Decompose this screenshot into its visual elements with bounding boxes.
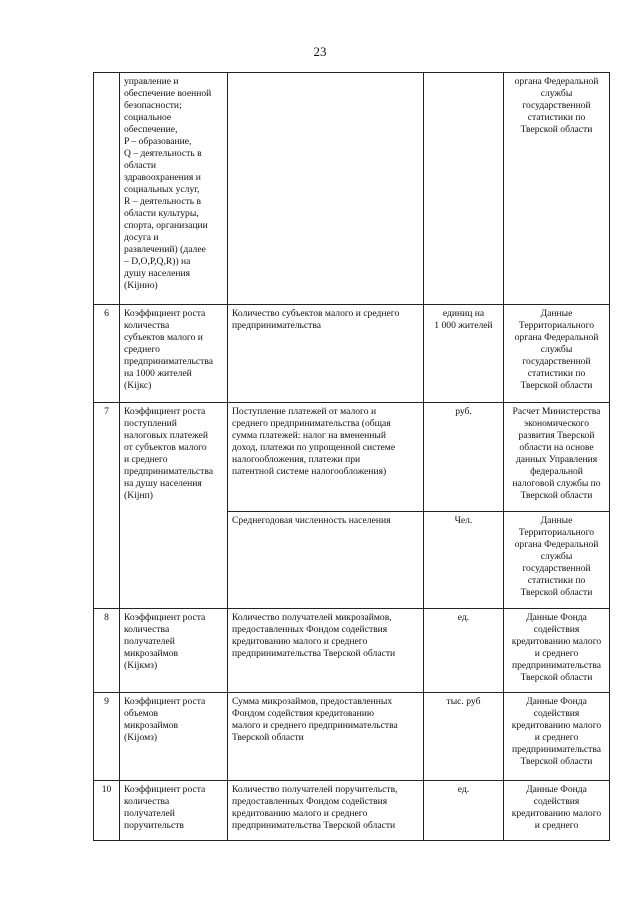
data-source-cell: Данные Территориального органа Федеральной службы государственной статистики по Тверской области <box>504 305 610 403</box>
coefficient-name-cell: Коэффициент роста поступлений налоговых платежей от субъектов малого и среднего предпринимательства на душу населения (Kijнп) <box>120 403 228 609</box>
indicator-cell: Количество получателей микрозаймов, предоставленных Фондом содействия кредитованию малого и среднего предпринимательства Тверской области <box>228 609 424 693</box>
indicator-cell: Поступление платежей от малого и среднего предпринимательства (общая сумма платежей: налог на вмененный доход, платежи по упрощенной системе налогообложения, платежи при патентной системе налогообложения) <box>228 403 424 512</box>
data-source-cell: Данные Фонда содействия кредитованию малого и среднего <box>504 781 610 841</box>
row-number-cell: 10 <box>94 781 120 841</box>
coefficient-name-cell: Коэффициент роста количества получателей микрозаймов (Kijкмз) <box>120 609 228 693</box>
indicator-cell: Сумма микрозаймов, предоставленных Фондом содействия кредитованию малого и среднего предпринимательства Тверской области <box>228 693 424 781</box>
table-row <box>94 305 610 403</box>
coefficient-name-cell: Коэффициент роста количества получателей поручительств <box>120 781 228 841</box>
unit-cell: руб. <box>424 403 504 512</box>
coefficient-name-cell: управление и обеспечение военной безопасности; социальное обеспечение, P – образование, Q – деятельность в области здравоохранения и социальных услуг, R – деятельность в области культуры, спорта, организации досуга и развлечений) (далее – D,O,P,Q,R)) на душу населения (Kijнно) <box>120 73 228 305</box>
coefficients-table <box>93 72 610 841</box>
row-number-cell: 6 <box>94 305 120 403</box>
row-number-cell: 9 <box>94 693 120 781</box>
unit-cell: Чел. <box>424 512 504 609</box>
row-number-cell: 7 <box>94 403 120 609</box>
unit-cell: единиц на 1 000 жителей <box>424 305 504 403</box>
data-source-cell: Расчет Министерства экономического развития Тверской области на основе данных Управления федеральной налоговой службы по Тверской области <box>504 403 610 512</box>
data-source-cell: органа Федеральной службы государственной статистики по Тверской области <box>504 73 610 305</box>
data-source-cell: Данные Фонда содействия кредитованию малого и среднего предпринимательства Тверской области <box>504 609 610 693</box>
page-number: 23 <box>313 44 327 59</box>
data-source-cell: Данные Фонда содействия кредитованию малого и среднего предпринимательства Тверской области <box>504 693 610 781</box>
indicator-cell: Среднегодовая численность населения <box>228 512 424 609</box>
table-row <box>94 403 610 512</box>
coefficient-name-cell: Коэффициент роста объемов микрозаймов (Kijомз) <box>120 693 228 781</box>
row-number-cell: 8 <box>94 609 120 693</box>
table-row <box>94 73 610 305</box>
coefficient-name-cell: Коэффициент роста количества субъектов малого и среднего предпринимательства на 1000 жителей (Kijкс) <box>120 305 228 403</box>
unit-cell <box>424 73 504 305</box>
unit-cell: ед. <box>424 609 504 693</box>
unit-cell: тыс. руб <box>424 693 504 781</box>
table-row <box>94 609 610 693</box>
indicator-cell: Количество получателей поручительств, предоставленных Фондом содействия кредитованию малого и среднего предпринимательства Тверской области <box>228 781 424 841</box>
row-number-cell <box>94 73 120 305</box>
indicator-cell <box>228 73 424 305</box>
table-row <box>94 693 610 781</box>
data-source-cell: Данные Территориального органа Федеральной службы государственной статистики по Тверской области <box>504 512 610 609</box>
table-row <box>94 781 610 841</box>
indicator-cell: Количество субъектов малого и среднего предпринимательства <box>228 305 424 403</box>
unit-cell: ед. <box>424 781 504 841</box>
